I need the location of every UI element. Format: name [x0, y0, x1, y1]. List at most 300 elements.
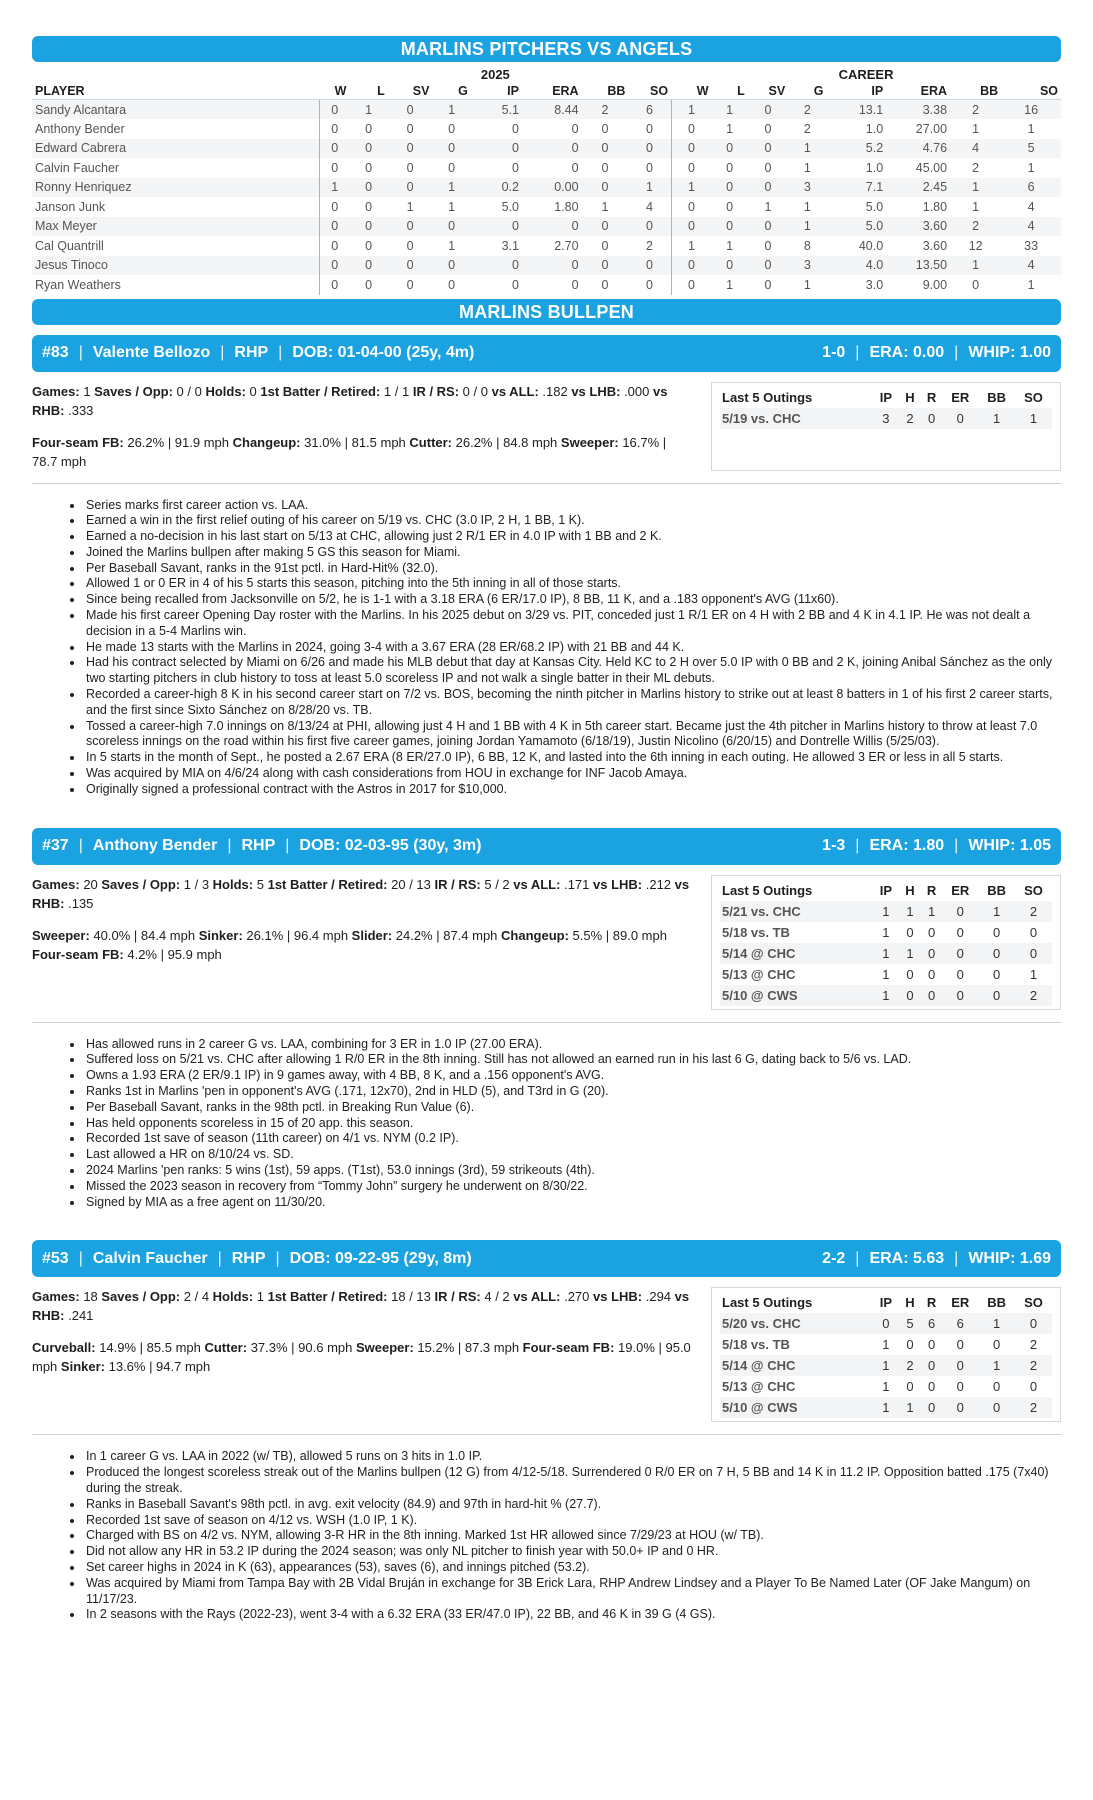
stat-cell: 0 [471, 256, 522, 276]
outing-stat: 0 [1015, 1313, 1052, 1334]
column-header: G [432, 83, 470, 100]
pitcher-name: Calvin Faucher [92, 1249, 208, 1267]
stat-value: .241 [64, 1308, 94, 1324]
outing-date: 5/13 @ CHC [722, 1379, 796, 1395]
stat-cell: 9.00 [922, 277, 948, 292]
pitch-label: Sinker: [198, 927, 243, 943]
pitcher-hand: RHP [234, 344, 269, 361]
outing-date: 5/18 vs. TB [722, 1337, 790, 1353]
outings-header: SO [1024, 1295, 1043, 1311]
stat-label: IR / RS: [434, 876, 481, 892]
column-header: SO [1001, 83, 1061, 100]
stat-cell: 4 [1001, 217, 1061, 237]
stat-label: vs RHB: [32, 383, 668, 418]
outing-stat: 6 [942, 1313, 978, 1334]
pitcher-hand: RHP [241, 837, 276, 855]
stat-cell: 1 [688, 238, 695, 253]
pitch-value: 37.3% | 90.6 mph [247, 1340, 356, 1356]
player-name: Ryan Weathers [32, 275, 320, 295]
stat-cell: 1 [803, 277, 811, 292]
outings-header: Last 5 Outings [722, 1295, 813, 1311]
outing-row [720, 408, 1052, 429]
stat-cell: 1 [764, 199, 772, 214]
column-header: IP [471, 83, 522, 100]
note-item: • Series marks first career action vs. LAA. [84, 498, 1061, 514]
pitch-value: 24.2% | 87.4 mph [392, 927, 502, 943]
pitch-value: 26.2% | 91.9 mph [123, 434, 233, 450]
pitch-label: Four-seam FB: [32, 434, 124, 450]
stat-cell: 0 [764, 121, 772, 136]
stat-cell: 5.1 [471, 100, 522, 120]
stat-cell: 2 [788, 100, 826, 120]
stat-cell: 1.80 [554, 199, 579, 214]
bullpen-banner: MARLINS BULLPEN [32, 299, 1061, 325]
column-header: W [671, 83, 711, 100]
table-row [32, 256, 1061, 276]
vs-angels-table [32, 66, 1061, 295]
stat-cell: 1 [972, 199, 980, 214]
stat-cell: 7.1 [827, 178, 887, 198]
outing-stat: 2 [899, 1355, 921, 1376]
stat-label: vs LHB: [593, 876, 643, 892]
outing-date: 5/21 vs. CHC [720, 901, 873, 922]
stat-cell: 0 [748, 256, 788, 276]
stat-cell: 27.00 [915, 121, 948, 136]
season-stats [32, 382, 692, 420]
outing-stat: 1 [921, 901, 943, 922]
note-item: • Since being recalled from Jacksonville on 5/2, he is 1-1 with a 3.18 ERA (6 ER/17.0 IP), 8 BB, 11 K, and a .183 opponent's AVG (11x60). [84, 592, 1061, 608]
stat-cell: 0 [764, 238, 772, 253]
stat-cell: 0 [448, 160, 456, 175]
stat-label: Saves / Opp: [94, 383, 173, 399]
stat-label: 1st Batter / Retired: [267, 876, 388, 892]
outing-stat: 2 [1029, 1337, 1038, 1353]
stat-cell: 0 [628, 119, 671, 139]
outings-header: SO [1024, 389, 1043, 405]
pitch-value: 4.2% | 95.9 mph [123, 946, 222, 962]
stat-cell: 0 [726, 160, 734, 175]
stat-cell: 1 [349, 100, 387, 120]
stat-cell: 4 [1027, 199, 1035, 214]
stat-value: 1 / 3 [180, 876, 213, 892]
outings-header: SO [1024, 882, 1043, 898]
divider: | [227, 837, 232, 855]
outing-stat: 0 [899, 985, 921, 1006]
pitch-label: Cutter: [204, 1340, 248, 1356]
stat-cell: 3.38 [886, 100, 950, 120]
divider: | [285, 837, 290, 855]
outing-stat: 0 [956, 1379, 964, 1395]
stat-cell: 3.60 [886, 217, 950, 237]
stat-cell: 1 [972, 121, 980, 136]
pitch-value: 26.2% | 84.8 mph [452, 434, 561, 450]
stat-cell: 0 [582, 256, 629, 276]
pitch-label: Curveball: [32, 1340, 96, 1356]
note-item: • Was acquired by MIA on 4/6/24 along with cash considerations from HOU in exchange for INF Jacob Amaya. [84, 766, 1061, 782]
pitch-value: 40.0% | 84.4 mph [89, 927, 199, 943]
pitch-mix [32, 926, 692, 964]
outings-header: R [926, 1295, 937, 1311]
outings-header: ER [951, 1295, 970, 1311]
table-row [32, 275, 1061, 295]
pitcher-dob: DOB: 02-03-95 (30y, 3m) [299, 837, 482, 855]
outing-stat: 0 [927, 1379, 936, 1395]
stat-cell: 0 [349, 139, 387, 159]
stat-cell: 0 [406, 277, 414, 292]
outing-stat: 0 [992, 1337, 1001, 1353]
stat-cell: 1 [628, 178, 671, 198]
outing-stat: 0 [942, 943, 978, 964]
stat-value: .294 [642, 1289, 675, 1305]
stat-cell: 13.1 [827, 100, 887, 120]
stat-cell: 1 [788, 139, 826, 159]
stat-cell: 0 [406, 121, 414, 136]
pitch-label: Cutter: [409, 434, 453, 450]
column-header: ERA [522, 83, 582, 100]
note-item: • Had his contract selected by Miami on 6/26 and made his MLB debut that day at Kansas City. Held KC to 2 H over 5.0 IP with 0 BB and 2 K, joining Anibal Sánchez as the only two starting pitchers in club history to toss at least 5.0 scoreless IP and not walk a single batter in their ML debuts. [84, 655, 1061, 687]
season-stats [32, 1287, 692, 1325]
column-header: ERA [886, 83, 950, 100]
stat-value: 18 / 13 [387, 1289, 435, 1305]
outing-stat: 2 [1015, 1397, 1052, 1418]
player-name: Ronny Henriquez [32, 178, 320, 198]
stat-label: vs ALL: [513, 876, 561, 892]
stat-cell: 1 [726, 277, 734, 292]
outing-row [720, 1397, 1052, 1418]
pitcher-stats [32, 1287, 692, 1422]
stat-cell: 2 [972, 160, 980, 175]
outing-date: 5/10 @ CWS [720, 985, 873, 1006]
outing-stat: 2 [899, 408, 921, 429]
outing-stat: 0 [921, 943, 943, 964]
divider: | [855, 837, 860, 855]
stat-cell: 0 [365, 121, 373, 136]
column-header: SV [748, 83, 788, 100]
stat-cell: 5.2 [827, 139, 887, 159]
pitch-value: 31.0% | 81.5 mph [300, 434, 410, 450]
stat-cell: 0 [331, 238, 339, 253]
note-item: • Joined the Marlins bullpen after making 5 GS this season for Miami. [84, 545, 1061, 561]
stat-cell: 1 [1027, 160, 1035, 175]
note-item: • Signed by MIA as a free agent on 11/30/20. [84, 1195, 1061, 1211]
outings-header: BB [987, 389, 1006, 405]
outing-row [720, 1355, 1052, 1376]
divider-rule [32, 1022, 1061, 1023]
stat-cell: 1 [950, 256, 1001, 276]
stat-cell: 0 [628, 139, 671, 159]
stat-label: vs ALL: [491, 383, 539, 399]
stat-cell: 0 [512, 277, 519, 292]
stat-cell: 0 [712, 178, 748, 198]
pitcher-number: #53 [42, 1249, 69, 1267]
outing-row [720, 1334, 1052, 1355]
pitch-value: 19.0% | 95.0 mph [32, 1340, 691, 1375]
stat-cell: 0 [712, 217, 748, 237]
stat-cell: 1 [712, 100, 748, 120]
pitch-label: Four-seam FB: [32, 946, 124, 962]
stat-cell: 0.00 [522, 178, 582, 198]
stat-cell: 3.1 [501, 238, 519, 253]
stat-cell: 0 [349, 178, 387, 198]
stat-label: Holds: [212, 1289, 254, 1305]
stat-cell: 0 [388, 217, 433, 237]
stat-label: IR / RS: [412, 383, 460, 399]
stat-cell: 6 [1001, 178, 1061, 198]
player-name: Sandy Alcantara [32, 100, 320, 120]
stat-cell: 0 [331, 277, 339, 292]
stat-cell: 0 [331, 199, 339, 214]
pitcher-record: 1-0 [822, 344, 846, 361]
group-2025: 2025 [480, 67, 510, 82]
stat-cell: 1 [726, 238, 734, 253]
column-header: W [320, 83, 350, 100]
note-item: • Missed the 2023 season in recovery from “Tommy John” surgery he underwent on 8/30/22. [84, 1179, 1061, 1195]
stat-cell: 3.0 [865, 277, 884, 292]
outing-stat: 1 [899, 901, 921, 922]
stat-cell: 1 [950, 178, 1001, 198]
pitch-label: Sweeper: [355, 1340, 414, 1356]
pitcher-whip: WHIP: 1.05 [968, 837, 1051, 855]
stat-cell: 0 [582, 178, 629, 198]
outings-header: IP [879, 389, 893, 405]
column-header: BB [950, 83, 1001, 100]
outing-stat: 0 [956, 966, 964, 982]
stat-cell: 0 [320, 100, 350, 120]
pitcher-info [32, 1287, 1061, 1422]
note-item: • Earned a win in the first relief outing of his career on 5/19 vs. CHC (3.0 IP, 2 H, 1 BB, 1 K). [84, 513, 1061, 529]
outing-date: 5/20 vs. CHC [720, 1313, 873, 1334]
stat-value: 4 / 2 [480, 1289, 514, 1305]
note-item: • In 1 career G vs. LAA in 2022 (w/ TB), allowed 5 runs on 3 hits in 1.0 IP. [84, 1449, 1061, 1465]
outings-header: BB [987, 1295, 1006, 1311]
group-career: CAREER [838, 67, 894, 82]
stat-cell: 1 [432, 100, 470, 120]
stat-cell: 0 [671, 217, 711, 237]
outing-stat: 0 [927, 966, 936, 982]
divider: | [954, 1249, 959, 1267]
outing-stat: 0 [921, 1397, 943, 1418]
outings-header: H [905, 882, 915, 898]
table-row [32, 197, 1061, 217]
player-name: Edward Cabrera [32, 139, 320, 159]
page [32, 36, 1061, 1623]
outing-stat: 0 [942, 901, 978, 922]
divider: | [275, 1249, 280, 1267]
notes-list [84, 1037, 1061, 1211]
table-row [32, 236, 1061, 256]
stat-value: .212 [642, 876, 675, 892]
outing-stat: 0 [906, 924, 914, 940]
stat-cell: 1.80 [922, 199, 948, 214]
stat-cell: 0 [388, 178, 433, 198]
stat-cell: 0 [388, 100, 433, 120]
note-item: • Ranks 1st in Marlins 'pen in opponent's AVG (.171, 12x70), 2nd in HLD (5), and T3rd in G (20). [84, 1084, 1061, 1100]
outing-stat: 1 [873, 985, 899, 1006]
stat-cell: 0 [320, 217, 350, 237]
outing-stat: 0 [992, 1379, 1001, 1395]
outings-header: BB [987, 882, 1006, 898]
stat-cell: 8.44 [522, 100, 582, 120]
stat-cell: 4.0 [827, 256, 887, 276]
pitch-label: Changeup: [232, 434, 301, 450]
pitcher-dob: DOB: 01-04-00 (25y, 4m) [292, 344, 475, 361]
note-item: • He made 13 starts with the Marlins in 2024, going 3-4 with a 3.67 ERA (28 ER/68.2 IP) with 21 BB and 44 K. [84, 640, 1061, 656]
outing-stat: 2 [1015, 901, 1052, 922]
stat-cell: 0 [388, 139, 433, 159]
stat-value: .135 [64, 895, 94, 911]
column-header: IP [827, 83, 887, 100]
stat-cell: 0 [601, 160, 609, 175]
stat-cell: 0 [726, 199, 734, 214]
stat-cell: 0 [365, 238, 373, 253]
stat-cell: 0 [628, 158, 671, 178]
stat-cell: 0 [712, 256, 748, 276]
outing-stat: 0 [921, 1355, 943, 1376]
note-item: • Made his first career Opening Day roster with the Marlins. In his 2025 debut on 3/29 vs. PIT, conceded just 1 R/1 ER on 4 H with 2 BB and 4 K in 4.1 IP. He was not dealt a decision in a 5-4 Marlins win. [84, 608, 1061, 640]
stat-value: .182 [538, 383, 572, 399]
stat-value: 0 [245, 383, 261, 399]
stat-cell: 0 [628, 217, 671, 237]
stat-value: .000 [620, 383, 653, 399]
player-name: Janson Junk [32, 197, 320, 217]
pitcher-section [32, 1240, 1061, 1623]
note-item: • Per Baseball Savant, ranks in the 98th pctl. in Breaking Run Value (6). [84, 1100, 1061, 1116]
outing-stat: 1 [978, 901, 1015, 922]
stat-cell: 1 [671, 100, 711, 120]
stat-cell: 0 [688, 199, 695, 214]
stat-cell: 4 [1001, 256, 1061, 276]
outing-stat: 0 [956, 924, 964, 940]
outing-stat: 3 [873, 408, 899, 429]
outing-stat: 0 [873, 1313, 899, 1334]
outing-stat: 0 [942, 408, 978, 429]
stat-cell: 3.60 [922, 238, 948, 253]
stat-cell: 0 [522, 139, 582, 159]
stat-value: .171 [560, 876, 593, 892]
divider: | [220, 344, 225, 361]
outings-header: Last 5 Outings [722, 389, 813, 405]
note-item: • Has held opponents scoreless in 15 of 20 app. this season. [84, 1116, 1061, 1132]
note-item: • Recorded a career-high 8 K in his second career start on 7/2 vs. BOS, becoming the ninth pitcher in Marlins history to strike out at least 8 batters in 1 of his first 2 career starts, and the first since Sixto Sánchez on 8/28/20 vs. TB. [84, 687, 1061, 719]
note-item: • Allowed 1 or 0 ER in 4 of his 5 starts this season, pitching into the 5th inning in all of those starts. [84, 576, 1061, 592]
pitcher-number: #37 [42, 837, 69, 855]
column-header: L [712, 83, 748, 100]
stat-label: Saves / Opp: [101, 876, 181, 892]
outings-header: ER [951, 882, 970, 898]
stat-cell: 0 [365, 199, 373, 214]
player-name: Max Meyer [32, 217, 320, 237]
stat-value: 18 [79, 1289, 102, 1305]
pitcher-era: ERA: 5.63 [869, 1249, 945, 1267]
outing-stat: 0 [978, 985, 1015, 1006]
table-row [32, 158, 1061, 178]
outing-stat: 1 [978, 1355, 1015, 1376]
stat-value: 1 [79, 383, 95, 399]
stat-cell: 1.0 [865, 121, 884, 136]
stat-cell: 3 [788, 256, 826, 276]
table-row [32, 100, 1061, 120]
stat-cell: 0 [471, 217, 522, 237]
outing-stat: 0 [1029, 924, 1038, 940]
last-5-outings [711, 875, 1061, 1010]
outing-stat: 0 [921, 985, 943, 1006]
stat-cell: 0 [432, 256, 470, 276]
stat-cell: 0 [365, 160, 373, 175]
outings-header: H [905, 1295, 915, 1311]
stat-cell: 5.0 [827, 217, 887, 237]
stat-cell: 0 [628, 256, 671, 276]
outing-stat: 0 [906, 1337, 914, 1353]
outing-row [720, 1376, 1052, 1397]
stat-cell: 3 [788, 178, 826, 198]
outing-stat: 1 [899, 943, 921, 964]
stat-label: vs LHB: [571, 383, 621, 399]
stat-label: vs ALL: [513, 1289, 561, 1305]
outing-stat: 0 [956, 1337, 964, 1353]
stat-cell: 12 [968, 238, 983, 253]
outing-stat: 0 [942, 1355, 978, 1376]
outing-date: 5/10 @ CWS [720, 1397, 873, 1418]
pitcher-header [32, 1240, 1061, 1277]
table-row [32, 178, 1061, 198]
stat-cell: 0 [471, 139, 522, 159]
stat-cell: 0 [601, 121, 609, 136]
stat-cell: 0 [320, 256, 350, 276]
outing-stat: 1 [1029, 966, 1038, 982]
player-name: Cal Quantrill [32, 236, 320, 256]
stat-label: vs RHB: [32, 1289, 690, 1324]
stat-cell: 4.76 [886, 139, 950, 159]
stat-cell: 0.2 [471, 178, 522, 198]
outing-row [720, 1313, 1052, 1334]
table-row [32, 139, 1061, 159]
stat-cell: 0 [688, 121, 695, 136]
outing-stat: 1 [899, 1397, 921, 1418]
stat-cell: 1 [671, 178, 711, 198]
outing-row [720, 943, 1052, 964]
stat-label: vs RHB: [32, 876, 690, 911]
stat-cell: 1 [432, 178, 470, 198]
stat-value: 0 / 0 [459, 383, 492, 399]
outing-stat: 0 [927, 924, 936, 940]
outing-stat: 0 [921, 408, 943, 429]
stat-value: 20 [79, 876, 102, 892]
column-header: PLAYER [32, 83, 320, 100]
stat-cell: 1 [601, 199, 609, 214]
stat-cell: 0 [764, 160, 772, 175]
stat-cell: 0 [406, 238, 414, 253]
stat-value: 1 [253, 1289, 268, 1305]
stat-cell: 0 [748, 217, 788, 237]
stat-cell: 0 [688, 160, 695, 175]
stat-label: Games: [32, 1289, 80, 1305]
stat-cell: 2 [950, 100, 1001, 120]
stat-cell: 0 [671, 139, 711, 159]
stat-value: 0 / 0 [172, 383, 206, 399]
outings-header: H [905, 389, 915, 405]
outing-stat: 0 [942, 1397, 978, 1418]
stat-label: Games: [32, 876, 80, 892]
column-header: SV [388, 83, 433, 100]
note-item: • Last allowed a HR on 8/10/24 vs. SD. [84, 1147, 1061, 1163]
note-item: • Was acquired by Miami from Tampa Bay with 2B Vidal Bruján in exchange for 3B Erick Lara, RHP Andrew Lindsey and a Player To Be Named Later (OF Jake Mangum) on 11/17/23. [84, 1576, 1061, 1608]
pitch-value: 5.5% | 89.0 mph [568, 927, 667, 943]
outing-stat: 1 [978, 408, 1015, 429]
stat-cell: 0 [522, 256, 582, 276]
pitcher-whip: WHIP: 1.69 [968, 1249, 1051, 1267]
note-item: • Has allowed runs in 2 career G vs. LAA, combining for 3 ER in 1.0 IP (27.00 ERA). [84, 1037, 1061, 1053]
stat-label: vs LHB: [593, 1289, 643, 1305]
